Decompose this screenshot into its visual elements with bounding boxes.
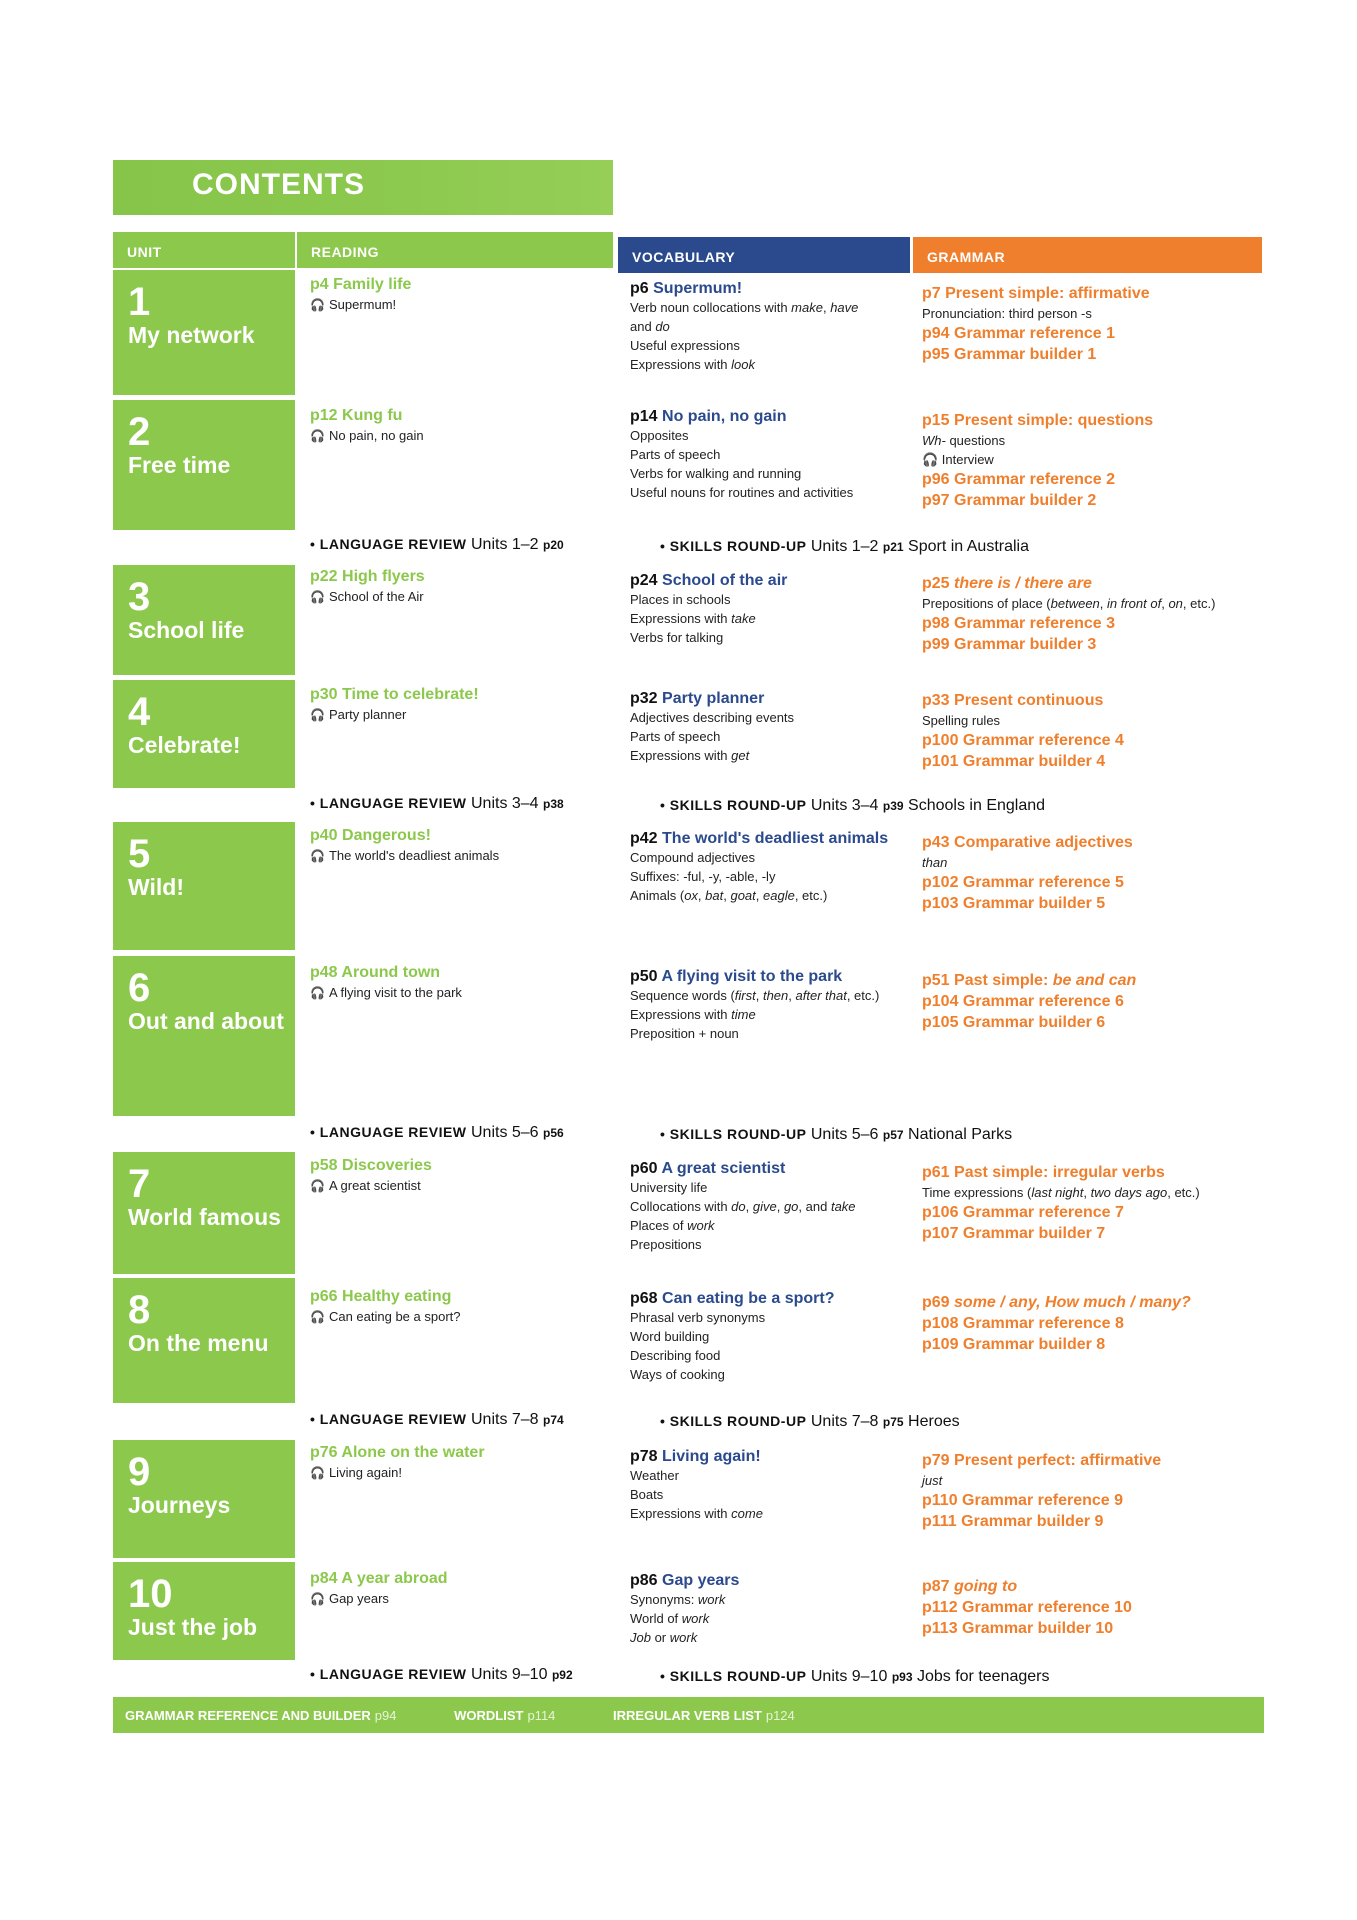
unit-box-2: [113, 400, 295, 530]
vocabulary-cell: [630, 280, 890, 374]
grammar-link[interactable]: p103 Grammar builder 5: [922, 895, 1106, 912]
vocabulary-cell: [630, 1160, 890, 1254]
vocabulary-cell: [630, 830, 890, 905]
vocabulary-item: Sequence words (first, then, after that, etc.): [630, 988, 880, 1003]
reading-audio-line: [310, 428, 424, 443]
reading-audio-line: [310, 589, 425, 604]
vocabulary-item: Adjectives describing events: [630, 710, 795, 725]
vocabulary-title[interactable]: [630, 1290, 890, 1308]
reading-title[interactable]: p12 Kung fu: [310, 407, 403, 424]
header-reading: READING: [297, 232, 613, 268]
vocabulary-item: Opposites: [630, 428, 689, 443]
skills-round-up-label: • SKILLS ROUND-UP: [660, 1668, 807, 1684]
grammar-cell: [922, 970, 1252, 1033]
grammar-link[interactable]: p108 Grammar reference 8: [922, 1315, 1124, 1332]
unit-name: Wild!: [128, 874, 184, 900]
vocabulary-title[interactable]: [630, 830, 890, 848]
reading-title[interactable]: p30 Time to celebrate!: [310, 686, 479, 703]
header-grammar: GRAMMAR: [913, 237, 1262, 273]
vocabulary-item: Expressions with get: [630, 748, 750, 763]
vocabulary-title[interactable]: [630, 280, 890, 298]
header-unit: UNIT: [113, 232, 295, 268]
language-review-page: p74: [543, 1413, 564, 1427]
unit-name: World famous: [128, 1204, 281, 1230]
vocabulary-title[interactable]: [630, 572, 890, 590]
grammar-link[interactable]: p94 Grammar reference 1: [922, 325, 1115, 342]
grammar-cell: [922, 1292, 1252, 1355]
vocabulary-title[interactable]: [630, 1448, 890, 1466]
headphones-icon: 🎧: [310, 590, 325, 604]
language-review-units: Units 1–2: [470, 536, 539, 553]
reading-title[interactable]: p22 High flyers: [310, 568, 425, 585]
vocabulary-cell: [630, 690, 890, 765]
reading-cell: [310, 1157, 432, 1193]
grammar-cell: [922, 573, 1252, 655]
unit-box-5: [113, 822, 295, 950]
grammar-link[interactable]: p79 Present perfect: affirmative: [922, 1452, 1162, 1469]
reading-audio-line: [310, 848, 499, 863]
vocabulary-topic: Living again!: [662, 1448, 761, 1465]
vocabulary-item: Weather: [630, 1468, 679, 1483]
headphones-icon: 🎧: [310, 1466, 325, 1480]
grammar-link[interactable]: p110 Grammar reference 9: [922, 1492, 1124, 1509]
unit-box-1: [113, 270, 295, 395]
vocabulary-item: Places in schools: [630, 592, 731, 607]
reading-subtitle: Supermum!: [328, 297, 397, 312]
grammar-link[interactable]: p43 Comparative adjectives: [922, 834, 1133, 851]
grammar-note: Wh- questions: [922, 433, 1006, 448]
reading-cell: [310, 568, 425, 604]
headphones-icon: 🎧: [310, 708, 325, 722]
vocabulary-title[interactable]: [630, 1572, 890, 1590]
reading-audio-line: [310, 1591, 448, 1606]
language-review[interactable]: [310, 1124, 564, 1142]
language-review-page: p38: [543, 797, 564, 811]
skills-round-up-units: Units 3–4: [810, 797, 879, 814]
vocabulary-topic: Gap years: [662, 1572, 740, 1589]
skills-round-up-label: • SKILLS ROUND-UP: [660, 538, 807, 554]
reading-title[interactable]: p84 A year abroad: [310, 1570, 448, 1587]
unit-number: 8: [128, 1288, 151, 1332]
vocabulary-item: World of work: [630, 1611, 710, 1626]
vocabulary-topic: The world's deadliest animals: [662, 830, 889, 847]
unit-name: Out and about: [128, 1008, 284, 1034]
unit-number: 5: [128, 832, 151, 876]
grammar-link[interactable]: p99 Grammar builder 3: [922, 636, 1097, 653]
language-review[interactable]: [310, 1666, 573, 1684]
vocabulary-title[interactable]: [630, 690, 890, 708]
reading-cell: [310, 1288, 461, 1324]
grammar-link[interactable]: p104 Grammar reference 6: [922, 993, 1124, 1010]
vocabulary-item: Expressions with take: [630, 611, 756, 626]
grammar-link[interactable]: p105 Grammar builder 6: [922, 1014, 1106, 1031]
vocabulary-topic: Party planner: [662, 690, 765, 707]
grammar-note: Pronunciation: third person -s: [922, 306, 1092, 321]
skills-round-up-units: Units 7–8: [810, 1413, 879, 1430]
unit-number: 7: [128, 1162, 151, 1206]
skills-round-up[interactable]: [660, 1668, 1049, 1686]
skills-round-up-page: p21: [882, 540, 904, 554]
unit-number: 1: [128, 280, 151, 324]
grammar-cell: [922, 410, 1252, 511]
vocabulary-item: Parts of speech: [630, 447, 721, 462]
grammar-link[interactable]: p61 Past simple: irregular verbs: [922, 1164, 1165, 1181]
reading-cell: [310, 827, 499, 863]
vocabulary-cell: [630, 408, 890, 502]
reading-title[interactable]: p4 Family life: [310, 276, 412, 293]
headphones-icon: 🎧: [310, 298, 325, 312]
reading-cell: [310, 1444, 485, 1480]
vocabulary-title[interactable]: [630, 408, 890, 426]
skills-round-up-topic: Schools in England: [908, 797, 1046, 814]
skills-round-up-topic: National Parks: [908, 1126, 1013, 1143]
unit-name: Just the job: [128, 1614, 258, 1640]
reading-cell: [310, 407, 424, 443]
language-review-units: Units 7–8: [470, 1411, 539, 1428]
vocabulary-page: p86: [630, 1572, 658, 1589]
vocabulary-item: Animals (ox, bat, goat, eagle, etc.): [630, 888, 828, 903]
unit-number: 3: [128, 575, 151, 619]
grammar-note: 🎧 Interview: [922, 452, 994, 467]
vocabulary-item: Word building: [630, 1329, 710, 1344]
grammar-link[interactable]: p112 Grammar reference 10: [922, 1599, 1132, 1616]
vocabulary-item: Verbs for talking: [630, 630, 724, 645]
reading-audio-line: [310, 1178, 432, 1193]
vocabulary-topic: A great scientist: [661, 1160, 786, 1177]
skills-round-up-page: p93: [891, 1670, 913, 1684]
grammar-link[interactable]: p109 Grammar builder 8: [922, 1336, 1106, 1353]
reading-audio-line: [310, 297, 411, 312]
vocabulary-page: p42: [630, 830, 658, 847]
grammar-link[interactable]: p107 Grammar builder 7: [922, 1225, 1106, 1242]
footer-bar: [113, 1697, 1264, 1733]
language-review[interactable]: [310, 1411, 564, 1429]
grammar-link[interactable]: p100 Grammar reference 4: [922, 732, 1124, 749]
skills-round-up-units: Units 5–6: [810, 1126, 879, 1143]
skills-round-up-topic: Heroes: [908, 1413, 960, 1430]
grammar-cell: [922, 832, 1252, 914]
vocabulary-item: Verb noun collocations with make, have: [630, 300, 859, 315]
language-review-label: • LANGUAGE REVIEW: [310, 1666, 467, 1682]
headphones-icon: 🎧: [310, 1179, 325, 1193]
unit-name: Journeys: [128, 1492, 231, 1518]
grammar-link[interactable]: p102 Grammar reference 5: [922, 874, 1124, 891]
grammar-link[interactable]: p69 some / any, How much / many?: [922, 1294, 1191, 1311]
unit-name: On the menu: [128, 1330, 269, 1356]
vocabulary-item: Useful expressions: [630, 338, 740, 353]
vocabulary-topic: A flying visit to the park: [661, 968, 843, 985]
vocabulary-topic: Can eating be a sport?: [662, 1290, 835, 1307]
grammar-link[interactable]: p111 Grammar builder 9: [922, 1513, 1104, 1530]
grammar-note: just: [922, 1473, 943, 1488]
vocabulary-item: Expressions with time: [630, 1007, 756, 1022]
language-review[interactable]: [310, 536, 564, 554]
unit-number: 9: [128, 1450, 151, 1494]
skills-round-up[interactable]: [660, 538, 1029, 556]
unit-box-6: [113, 956, 295, 1116]
unit-box-7: [113, 1152, 295, 1274]
vocabulary-page: p14: [630, 408, 658, 425]
headphones-icon: 🎧: [310, 1592, 325, 1606]
skills-round-up-topic: Jobs for teenagers: [916, 1668, 1050, 1685]
vocabulary-item: and do: [630, 319, 670, 334]
vocabulary-item: Phrasal verb synonyms: [630, 1310, 766, 1325]
vocabulary-item: Preposition + noun: [630, 1026, 739, 1041]
unit-box-3: [113, 565, 295, 675]
reading-subtitle: Party planner: [328, 707, 407, 722]
vocabulary-page: p68: [630, 1290, 658, 1307]
grammar-cell: [922, 1576, 1252, 1639]
language-review[interactable]: [310, 795, 564, 813]
reading-cell: [310, 964, 462, 1000]
grammar-link[interactable]: p7 Present simple: affirmative: [922, 285, 1150, 302]
grammar-link[interactable]: p87 going to: [922, 1578, 1018, 1595]
language-review-page: p92: [551, 1668, 573, 1682]
reading-subtitle: No pain, no gain: [328, 428, 424, 443]
skills-round-up-label: • SKILLS ROUND-UP: [660, 1413, 807, 1429]
skills-round-up-page: p39: [882, 799, 904, 813]
language-review-label: • LANGUAGE REVIEW: [310, 1124, 467, 1140]
skills-round-up-topic: Sport in Australia: [908, 538, 1029, 555]
vocabulary-item: Job or work: [630, 1630, 698, 1645]
vocabulary-item: Useful nouns for routines and activities: [630, 485, 854, 500]
grammar-link[interactable]: p98 Grammar reference 3: [922, 615, 1115, 632]
grammar-cell: [922, 1450, 1252, 1532]
headphones-icon: 🎧: [310, 1310, 325, 1324]
vocabulary-item: University life: [630, 1180, 708, 1195]
vocabulary-item: Describing food: [630, 1348, 721, 1363]
language-review-page: p56: [543, 1126, 564, 1140]
grammar-link[interactable]: p51 Past simple: be and can: [922, 972, 1137, 989]
reading-subtitle: Living again!: [328, 1465, 402, 1480]
skills-round-up-page: p75: [882, 1415, 904, 1429]
grammar-note: Time expressions (last night, two days ago, etc.): [922, 1185, 1200, 1200]
language-review-units: Units 5–6: [470, 1124, 539, 1141]
reading-cell: [310, 1570, 448, 1606]
skills-round-up-page: p57: [882, 1128, 904, 1142]
unit-name: Celebrate!: [128, 732, 241, 758]
vocabulary-item: Boats: [630, 1487, 664, 1502]
vocabulary-item: Synonyms: work: [630, 1592, 726, 1607]
reading-subtitle: A flying visit to the park: [328, 985, 462, 1000]
language-review-units: Units 3–4: [470, 795, 539, 812]
grammar-link[interactable]: p95 Grammar builder 1: [922, 346, 1097, 363]
grammar-note: Prepositions of place (between, in front of, on, etc.): [922, 596, 1216, 611]
language-review-label: • LANGUAGE REVIEW: [310, 1411, 467, 1427]
vocabulary-topic: No pain, no gain: [662, 408, 787, 425]
reading-title[interactable]: p40 Dangerous!: [310, 827, 431, 844]
skills-round-up-units: Units 9–10: [810, 1668, 888, 1685]
vocabulary-page: p78: [630, 1448, 658, 1465]
skills-round-up-units: Units 1–2: [810, 538, 879, 555]
language-review-label: • LANGUAGE REVIEW: [310, 795, 467, 811]
vocabulary-topic: Supermum!: [653, 280, 743, 297]
header-vocabulary: VOCABULARY: [618, 237, 910, 273]
grammar-link[interactable]: p106 Grammar reference 7: [922, 1204, 1124, 1221]
vocabulary-item: Collocations with do, give, go, and take: [630, 1199, 856, 1214]
unit-number: 10: [128, 1572, 173, 1616]
vocabulary-cell: [630, 572, 890, 647]
grammar-note: Spelling rules: [922, 713, 1001, 728]
vocabulary-item: Prepositions: [630, 1237, 702, 1252]
footer-irregular-verbs[interactable]: IRREGULAR VERB LIST p124: [613, 1708, 795, 1723]
reading-cell: [310, 276, 411, 312]
vocabulary-page: p50: [630, 968, 658, 985]
skills-round-up[interactable]: [660, 797, 1045, 815]
vocabulary-item: Places of work: [630, 1218, 715, 1233]
footer-wordlist[interactable]: WORDLIST p114: [454, 1708, 556, 1723]
reading-title[interactable]: p66 Healthy eating: [310, 1288, 452, 1305]
language-review-page: p20: [543, 538, 564, 552]
unit-name: School life: [128, 617, 245, 643]
reading-cell: [310, 686, 479, 722]
grammar-link[interactable]: p113 Grammar builder 10: [922, 1620, 1114, 1637]
reading-title[interactable]: p48 Around town: [310, 964, 441, 981]
vocabulary-title[interactable]: [630, 968, 890, 986]
grammar-note: than: [922, 855, 948, 870]
reading-title[interactable]: p58 Discoveries: [310, 1157, 432, 1174]
vocabulary-item: Suffixes: -ful, -y, -able, -ly: [630, 869, 776, 884]
reading-audio-line: [310, 707, 479, 722]
footer-grammar[interactable]: GRAMMAR REFERENCE AND BUILDER p94: [125, 1708, 397, 1723]
vocabulary-cell: [630, 1572, 890, 1647]
language-review-units: Units 9–10: [470, 1666, 548, 1683]
unit-name: My network: [128, 322, 255, 348]
unit-number: 2: [128, 410, 151, 454]
grammar-cell: [922, 1162, 1252, 1244]
reading-subtitle: School of the Air: [328, 589, 424, 604]
headphones-icon: 🎧: [310, 429, 325, 443]
language-review-label: • LANGUAGE REVIEW: [310, 536, 467, 552]
vocabulary-item: Parts of speech: [630, 729, 721, 744]
vocabulary-cell: [630, 1448, 890, 1523]
vocabulary-page: p32: [630, 690, 658, 707]
reading-audio-line: [310, 1465, 485, 1480]
unit-box-10: [113, 1562, 295, 1660]
unit-box-8: [113, 1278, 295, 1403]
skills-round-up[interactable]: [660, 1413, 960, 1431]
vocabulary-cell: [630, 968, 890, 1043]
grammar-cell: [922, 283, 1252, 365]
contents-title-bar: [113, 160, 613, 215]
vocabulary-cell: [630, 1290, 890, 1384]
vocabulary-title[interactable]: [630, 1160, 890, 1178]
unit-box-4: [113, 680, 295, 788]
unit-box-9: [113, 1440, 295, 1558]
grammar-link[interactable]: p101 Grammar builder 4: [922, 753, 1106, 770]
vocabulary-topic: School of the air: [662, 572, 788, 589]
unit-number: 4: [128, 690, 151, 734]
reading-title[interactable]: p76 Alone on the water: [310, 1444, 485, 1461]
unit-number: 6: [128, 966, 151, 1010]
unit-name: Free time: [128, 452, 231, 478]
headphones-icon: 🎧: [310, 986, 325, 1000]
vocabulary-item: Compound adjectives: [630, 850, 756, 865]
vocabulary-page: p6: [630, 280, 649, 297]
vocabulary-page: p24: [630, 572, 658, 589]
page-title: CONTENTS: [192, 168, 365, 201]
vocabulary-item: Expressions with come: [630, 1506, 763, 1521]
grammar-link[interactable]: p96 Grammar reference 2: [922, 471, 1115, 488]
reading-audio-line: [310, 985, 462, 1000]
reading-subtitle: Gap years: [328, 1591, 389, 1606]
reading-audio-line: [310, 1309, 461, 1324]
vocabulary-item: Verbs for walking and running: [630, 466, 802, 481]
reading-subtitle: A great scientist: [328, 1178, 421, 1193]
skills-round-up-label: • SKILLS ROUND-UP: [660, 797, 807, 813]
grammar-link[interactable]: p33 Present continuous: [922, 692, 1104, 709]
headphones-icon: 🎧: [310, 849, 325, 863]
reading-subtitle: Can eating be a sport?: [328, 1309, 461, 1324]
grammar-cell: [922, 690, 1252, 772]
skills-round-up-label: • SKILLS ROUND-UP: [660, 1126, 807, 1142]
grammar-link[interactable]: p97 Grammar builder 2: [922, 492, 1097, 509]
reading-subtitle: The world's deadliest animals: [328, 848, 500, 863]
vocabulary-item: Expressions with look: [630, 357, 756, 372]
skills-round-up[interactable]: [660, 1126, 1012, 1144]
grammar-link[interactable]: p25 there is / there are: [922, 575, 1092, 592]
grammar-link[interactable]: p15 Present simple: questions: [922, 412, 1154, 429]
vocabulary-page: p60: [630, 1160, 658, 1177]
vocabulary-item: Ways of cooking: [630, 1367, 725, 1382]
